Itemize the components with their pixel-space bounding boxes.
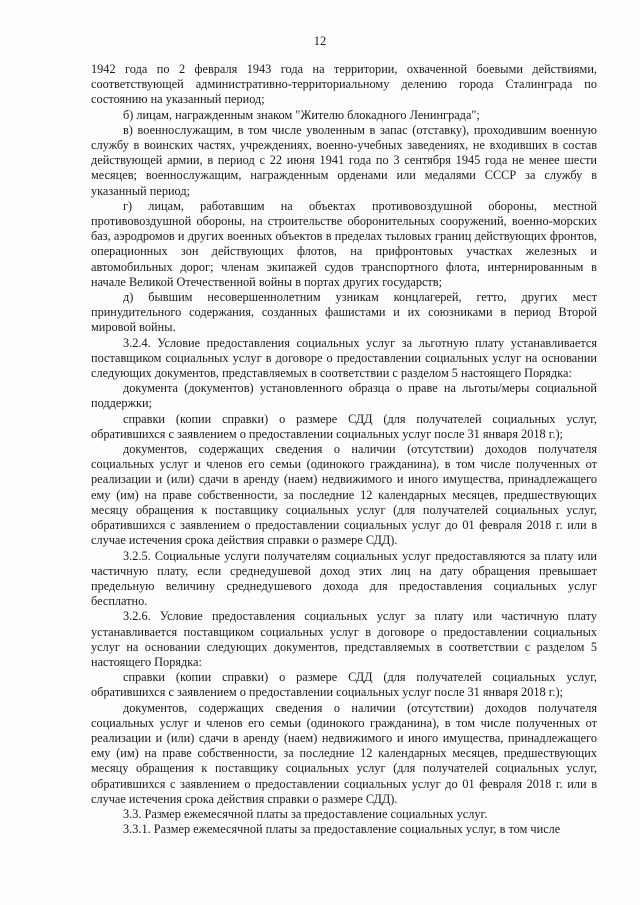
clause-3-3-1: 3.3.1. Размер ежемесячной платы за предоставление социальных услуг, в том числе: [123, 822, 561, 837]
clause-3-3: 3.3. Размер ежемесячной платы за предоставление социальных услуг.: [123, 806, 488, 821]
clause-3-2-5: 3.2.5. Социальные услуги получателям социальных услуг предоставляются за плату или частичную плату, если среднедушевой доход этих лиц на дату обращения превышает предельную величину среднедушевого дохода для предоставления социальных услуг бесплатно.: [91, 548, 597, 609]
clause-3-2-6: 3.2.6. Условие предоставления социальных услуг за плату или частичную плату устанавливается поставщиком социальных услуг в договоре о предоставлении социальных услуг на основании следующих документов, представляемых в соответствии с разделом 5 настоящего Порядка:: [91, 609, 597, 669]
list-item-g: г) лицам, работавшим на объектах противовоздушной обороны, местной противовоздушной обороны, на строительстве оборонительных сооружений, военно-морских баз, аэродромов и других военных объектов в пределах тыловых границ действующих фронтов, операционных зон действующих флотов, на прифронтовых участках железных и автомобильных дорог; членам экипажей судов транспортного флота, интернированным в начале Великой Отечественной войны в портах других государств;: [91, 198, 597, 289]
list-item-v: в) военнослужащим, в том числе уволенным в запас (отставку), проходившим военную службу в воинских частях, учреждениях, военно-учебных заведениях, не входивших в состав действующей армии, в период с 22 июня 1941 года по 3 сентября 1945 года не менее шести месяцев; военнослужащим, награжденным орденами или медалями СССР за службу в указанный период;: [91, 122, 597, 198]
clause-3-2-4: 3.2.4. Условие предоставления социальных услуг за льготную плату устанавливается поставщиком социальных услуг в договоре о предоставлении социальных услуг на основании следующих документов, представляемых в соответствии с разделом 5 настоящего Порядка:: [91, 335, 597, 381]
clause-3-2-6-doc-2: документов, содержащих сведения о наличии (отсутствии) доходов получателя социальных услуг и членов его семьи (одинокого гражданина), в том числе полученных от реализации и (или) сдачи в аренду (наем) недвижимого и иного имущества, принадлежащего ему (им) на праве собственности, за последние 12 календарных месяцев, предшествующих месяцу обращения к поставщику социальных услуг (для получателей социальных услуг, обратившихся с заявлением о предоставлении социальных услуг до 01 февраля 2018 г. или в случае истечения срока действия справки о размере СДД).: [91, 700, 597, 806]
document-body: [91, 62, 597, 837]
clause-3-2-4-doc-3: документов, содержащих сведения о наличии (отсутствии) доходов получателя социальных услуг и членов его семьи (одинокого гражданина), в том числе полученных от реализации и (или) сдачи в аренду (наем) недвижимого и иного имущества, принадлежащего ему (им) на праве собственности, за последние 12 календарных месяцев, предшествующих месяцу обращения к поставщику социальных услуг (для получателей социальных услуг, обратившихся с заявлением о предоставлении социальных услуг до 01 февраля 2018 г. или в случае истечения срока действия справки о размере СДД).: [91, 442, 597, 548]
clause-3-2-4-doc-2: справки (копии справки) о размере СДД (для получателей социальных услуг, обратившихся с заявлением о предоставлении социальных услуг после 31 января 2018 г.);: [91, 411, 597, 441]
paragraph-continuation: 1942 года по 2 февраля 1943 года на территории, охваченной боевыми действиями, соответствующей административно-территориальному делению города Сталинграда по состоянию на указанный период;: [91, 62, 597, 107]
list-item-d: д) бывшим несовершеннолетним узникам концлагерей, гетто, других мест принудительного содержания, созданных фашистами и их союзниками в период Второй мировой войны.: [91, 290, 597, 335]
clause-3-2-6-doc-1: справки (копии справки) о размере СДД (для получателей социальных услуг, обратившихся с заявлением о предоставлении социальных услуг после 31 января 2018 г.);: [91, 670, 597, 700]
clause-3-2-4-doc-1: документа (документов) установленного образца о праве на льготы/меры социальной поддержки;: [91, 381, 597, 411]
page-number: 12: [313, 34, 327, 48]
list-item-b: б) лицам, награжденным знаком "Жителю блокадного Ленинграда";: [123, 107, 480, 122]
